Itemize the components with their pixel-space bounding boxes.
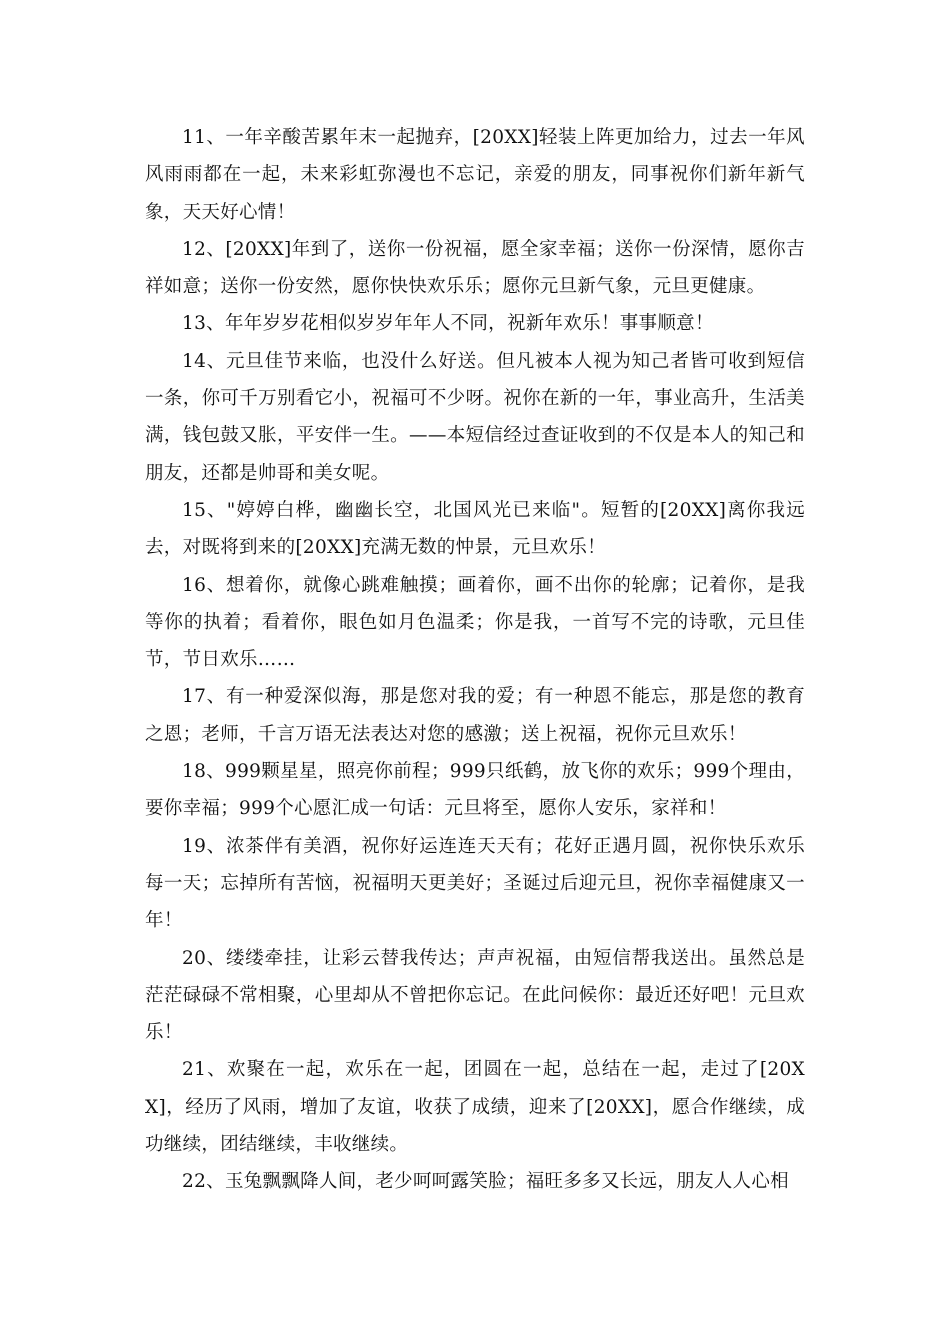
document-body bbox=[145, 119, 805, 1201]
paragraph-15: 15、"婷婷白桦，幽幽长空，北国风光已来临"。短暂的[20XX]离你我远去，对既将到来的[20XX]充满无数的忡景，元旦欢乐！ bbox=[145, 499, 805, 559]
paragraph-12: 12、[20XX]年到了，送你一份祝福，愿全家幸福；送你一份深情，愿你吉祥如意；送你一份安然，愿你快快欢乐乐；愿你元旦新气象，元旦更健康。 bbox=[145, 238, 805, 298]
paragraph-22: 22、玉兔飘飘降人间，老少呵呵露笑脸；福旺多多又长远，朋友人人心相 bbox=[182, 1171, 789, 1193]
paragraph-14: 14、元旦佳节来临，也没什么好送。但凡被本人视为知己者皆可收到短信一条，你可千万别看它小，祝福可不少呀。祝你在新的一年，事业高升，生活美满，钱包鼓又胀，平安伴一生。——本短信经过查证收到的不仅是本人的知己和朋友，还都是帅哥和美女呢。 bbox=[145, 350, 805, 484]
paragraph-18: 18、999颗星星，照亮你前程；999只纸鹤，放飞你的欢乐；999个理由，要你幸福；999个心愿汇成一句话：元旦将至，愿你人安乐，家祥和！ bbox=[145, 761, 805, 820]
paragraph-21: 21、欢聚在一起，欢乐在一起，团圆在一起，总结在一起，走过了[20XX]，经历了风雨，增加了友谊，收获了成绩，迎来了[20XX]，愿合作继续，成功继续，团结继续，丰收继续。 bbox=[145, 1059, 805, 1156]
paragraph-17: 17、有一种爱深似海，那是您对我的爱；有一种恩不能忘，那是您的教育之恩；老师，千言万语无法表达对您的感激；送上祝福，祝你元旦欢乐！ bbox=[145, 686, 805, 745]
paragraph-19: 19、浓茶伴有美酒，祝你好运连连天天有；花好正遇月圆，祝你快乐欢乐每一天；忘掉所有苦恼，祝福明天更美好；圣诞过后迎元旦，祝你幸福健康又一年！ bbox=[145, 835, 805, 932]
paragraph-16: 16、想着你，就像心跳难触摸；画着你，画不出你的轮廓；记着你，是我等你的执着；看着你，眼色如月色温柔；你是我，一首写不完的诗歌，元旦佳节，节日欢乐…… bbox=[145, 574, 805, 671]
paragraph-20: 20、缕缕牵挂，让彩云替我传达；声声祝福，由短信帮我送出。虽然总是茫茫碌碌不常相聚，心里却从不曾把你忘记。在此问候你：最近还好吧！元旦欢乐！ bbox=[145, 947, 805, 1044]
paragraph-11: 11、一年辛酸苦累年末一起抛弃，[20XX]轻装上阵更加给力，过去一年风风雨雨都在一起，未来彩虹弥漫也不忘记，亲爱的朋友，同事祝你们新年新气象，天天好心情！ bbox=[145, 127, 805, 223]
paragraph-13: 13、年年岁岁花相似岁岁年年人不同，祝新年欢乐！事事顺意！ bbox=[182, 313, 714, 335]
